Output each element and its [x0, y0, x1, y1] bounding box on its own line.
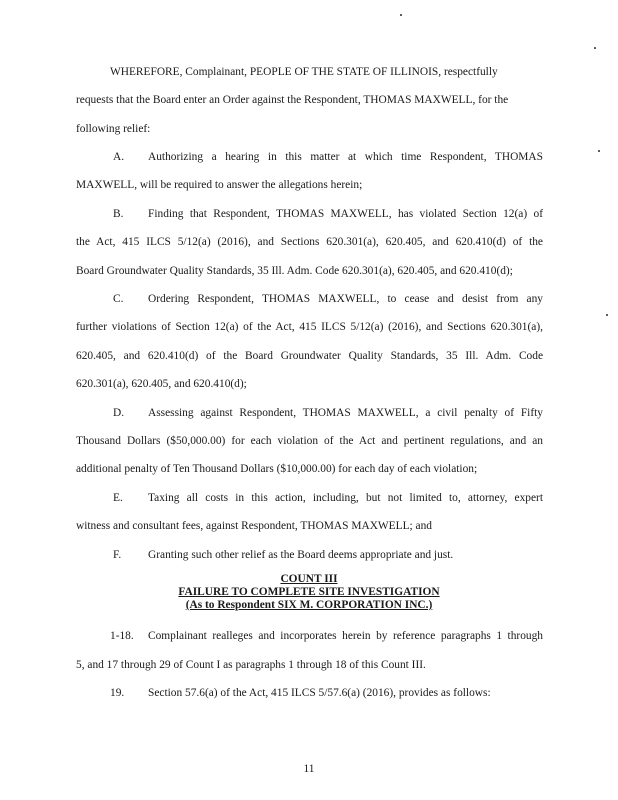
item-d-letter: D. — [113, 407, 125, 419]
para-1-18-line-1: Complainant realleges and incorporates herein by reference paragraphs 1 through — [148, 630, 543, 642]
para-1-18-label: 1-18. — [110, 630, 134, 642]
item-c-line-1: Ordering Respondent, THOMAS MAXWELL, to cease and desist from any — [148, 293, 543, 305]
item-b-line-2: the Act, 415 ILCS 5/12(a) (2016), and Sections 620.301(a), 620.405, and 620.410(d) of the — [76, 236, 543, 248]
wherefore-line-2: requests that the Board enter an Order against the Respondent, THOMAS MAXWELL, for the — [76, 94, 509, 106]
item-f-line-1: Granting such other relief as the Board deems appropriate and just. — [148, 549, 454, 561]
scan-speck — [598, 150, 600, 152]
item-d-line-1: Assessing against Respondent, THOMAS MAXWELL, a civil penalty of Fifty — [148, 407, 543, 419]
scan-speck — [400, 14, 402, 16]
item-f-letter: F. — [113, 549, 122, 561]
item-e-line-2: witness and consultant fees, against Respondent, THOMAS MAXWELL; and — [76, 520, 433, 532]
para-19-label: 19. — [110, 687, 125, 699]
item-d-line-3: additional penalty of Ten Thousand Dollars ($10,000.00) for each day of each violation; — [76, 463, 478, 475]
item-a-line-1: Authorizing a hearing in this matter at which time Respondent, THOMAS — [148, 151, 543, 163]
count-subtitle: (As to Respondent SIX M. CORPORATION INC.) — [185, 599, 433, 611]
item-b-line-1: Finding that Respondent, THOMAS MAXWELL, has violated Section 12(a) of — [148, 208, 543, 220]
item-a-letter: A. — [113, 151, 125, 163]
wherefore-line-1: WHEREFORE, Complainant, PEOPLE OF THE STATE OF ILLINOIS, respectfully — [110, 66, 498, 78]
item-b-letter: B. — [113, 208, 124, 220]
scan-speck — [606, 314, 608, 316]
item-e-letter: E. — [113, 492, 123, 504]
item-c-line-3: 620.405, and 620.410(d) of the Board Groundwater Quality Standards, 35 Ill. Adm. Code — [76, 350, 543, 362]
count-number: COUNT III — [280, 573, 338, 585]
page-number: 11 — [303, 763, 315, 775]
item-b-line-3: Board Groundwater Quality Standards, 35 Ill. Adm. Code 620.301(a), 620.405, and 620.410(d); — [76, 265, 513, 277]
count-title: FAILURE TO COMPLETE SITE INVESTIGATION — [178, 586, 440, 598]
item-d-line-2: Thousand Dollars ($50,000.00) for each violation of the Act and pertinent regulations, and an — [76, 435, 543, 447]
item-a-line-2: MAXWELL, will be required to answer the allegations herein; — [76, 179, 363, 191]
para-19-line-1: Section 57.6(a) of the Act, 415 ILCS 5/57.6(a) (2016), provides as follows: — [148, 687, 491, 699]
scan-speck — [594, 47, 596, 49]
wherefore-line-3: following relief: — [76, 123, 151, 135]
item-e-line-1: Taxing all costs in this action, including, but not limited to, attorney, expert — [148, 492, 543, 504]
item-c-line-4: 620.301(a), 620.405, and 620.410(d); — [76, 378, 247, 390]
para-1-18-line-2: 5, and 17 through 29 of Count I as paragraphs 1 through 18 of this Count III. — [76, 659, 426, 671]
item-c-letter: C. — [113, 293, 124, 305]
item-c-line-2: further violations of Section 12(a) of the Act, 415 ILCS 5/12(a) (2016), and Sections 620.301(a), — [76, 321, 543, 333]
